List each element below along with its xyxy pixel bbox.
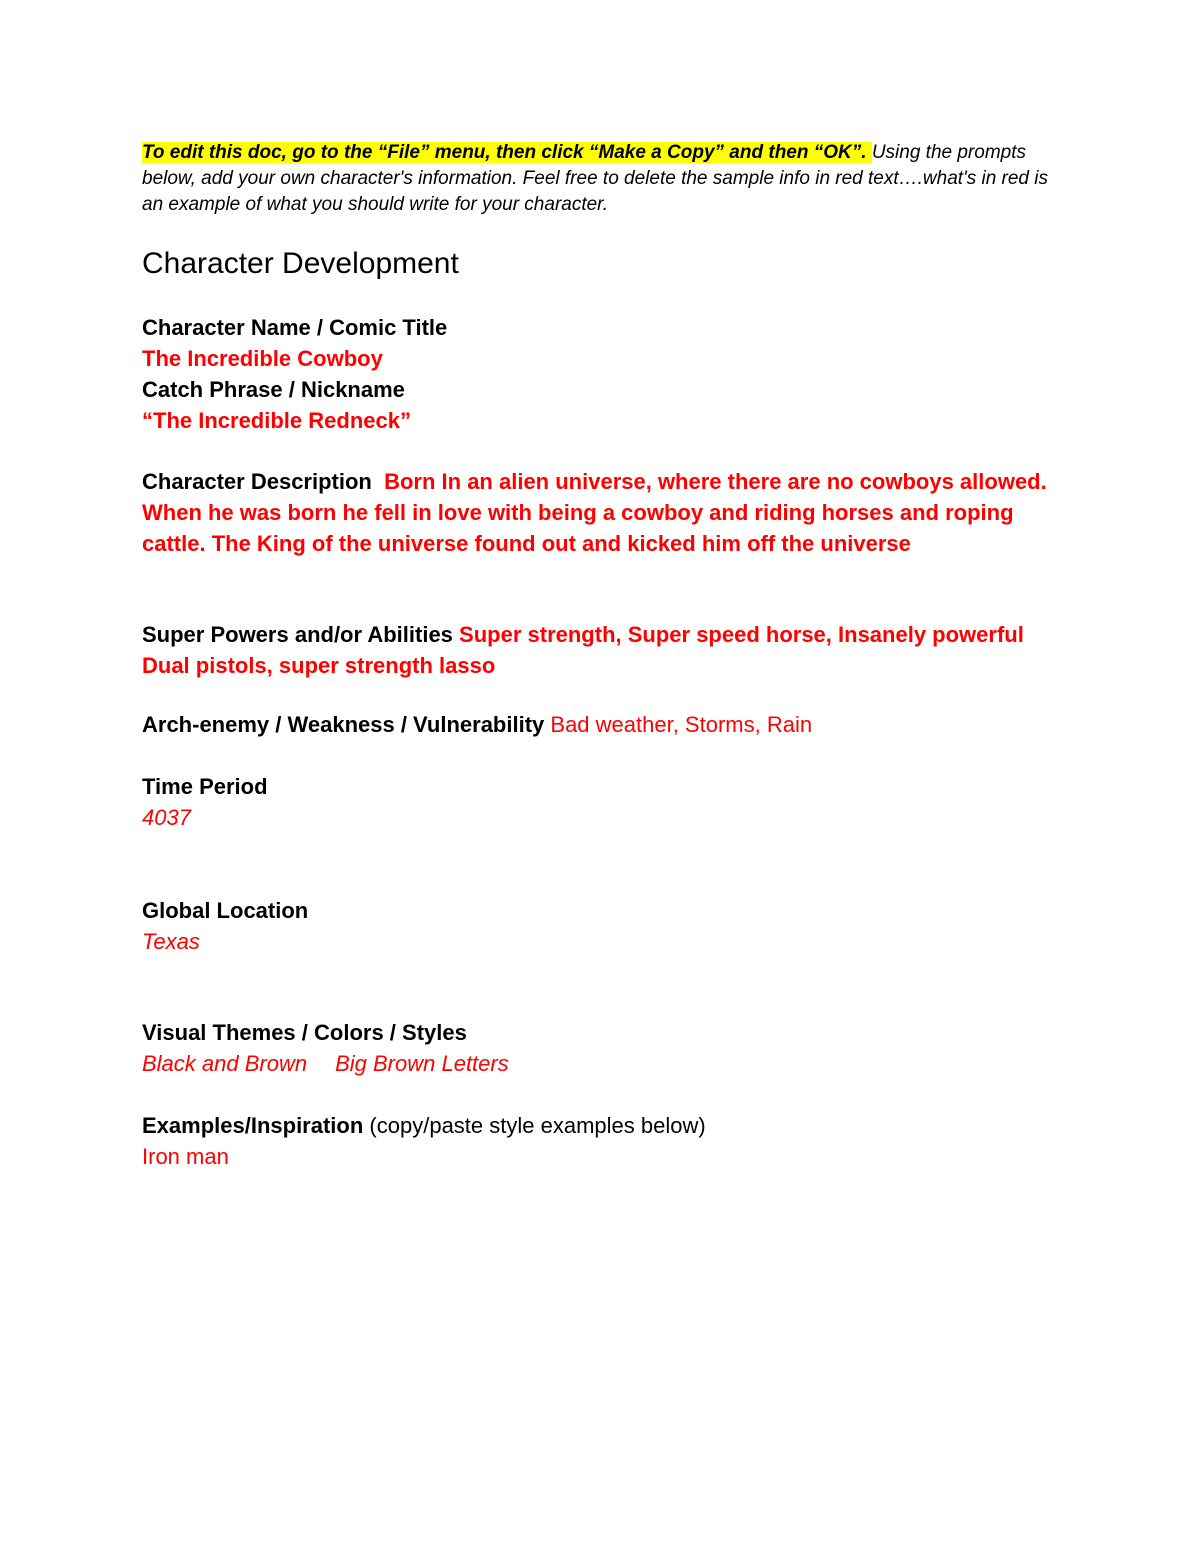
arch-enemy-value: Bad weather, Storms, Rain [550,712,813,737]
examples-section [142,1110,1072,1172]
catch-phrase-label: Catch Phrase / Nickname [142,377,405,402]
time-period-label: Time Period [142,774,268,799]
global-location-label: Global Location [142,898,309,923]
examples-value: Iron man [142,1144,229,1169]
character-name-value: The Incredible Cowboy [142,346,383,371]
intro-rest: Using the prompts below, add your own character's information. Feel free to delete the sample info in red text….what's in red is an example of what you should write for your character. [142,142,1048,215]
super-powers-value: Super strength, Super speed horse, Insanely powerful Dual pistols, super strength lasso [142,622,1024,678]
visual-themes-label: Visual Themes / Colors / Styles [142,1020,467,1045]
character-name-label: Character Name / Comic Title [142,315,448,340]
visual-themes-section [142,1017,1072,1079]
examples-note: (copy/paste style examples below) [369,1113,706,1138]
visual-themes-values [142,1048,1072,1079]
document-body [142,140,1072,1169]
time-period-value: 4037 [142,805,191,830]
intro-highlight: To edit this doc, go to the “File” menu, then click “Make a Copy” and then “OK”. [142,142,872,163]
super-powers-label: Super Powers and/or Abilities [142,622,453,647]
arch-enemy-label: Arch-enemy / Weakness / Vulnerability [142,712,545,737]
examples-label: Examples/Inspiration [142,1113,364,1138]
visual-themes-value-2: Big Brown Letters [335,1051,509,1076]
page-title: Character Development [142,247,459,280]
arch-enemy-section [142,709,1072,740]
intro-paragraph [142,140,1072,218]
character-description-value: Born In an alien universe, where there are no cowboys allowed. When he was born he fell in love with being a cowboy and riding horses and roping cattle. The King of the universe found out and kicked him off the universe [142,469,1047,556]
super-powers-section [142,619,1072,681]
global-location-value: Texas [142,929,200,954]
character-name-section [142,312,1072,436]
time-period-section [142,771,1072,833]
visual-themes-value-1: Black and Brown [142,1051,308,1076]
character-description-section [142,466,1072,559]
character-description-label: Character Description [142,469,372,494]
global-location-section [142,895,1072,957]
catch-phrase-value: “The Incredible Redneck” [142,408,411,433]
